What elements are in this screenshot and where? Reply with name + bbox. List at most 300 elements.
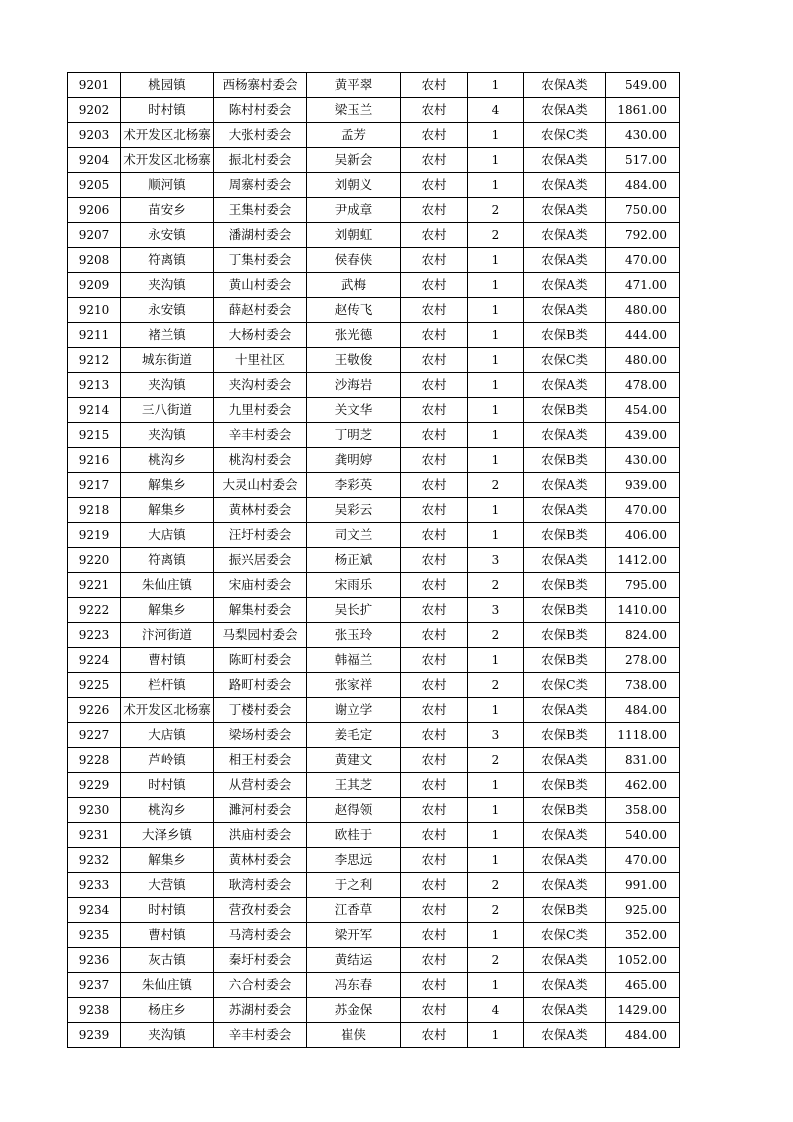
- record-id-cell: 9233: [68, 873, 121, 898]
- member-count-cell: 2: [468, 573, 524, 598]
- insurance-category-cell: 农保A类: [524, 423, 606, 448]
- amount-cell: 484.00: [606, 1023, 680, 1048]
- record-id-cell: 9223: [68, 623, 121, 648]
- town-cell: 灰古镇: [121, 948, 214, 973]
- household-type-cell: 农村: [401, 223, 468, 248]
- amount-cell: 358.00: [606, 798, 680, 823]
- town-cell: 桃沟乡: [121, 798, 214, 823]
- table-row: [68, 673, 680, 698]
- amount-cell: 1410.00: [606, 598, 680, 623]
- person-name-cell: 刘朝义: [307, 173, 401, 198]
- person-name-cell: 于之利: [307, 873, 401, 898]
- village-committee-cell: 苏湖村委会: [214, 998, 307, 1023]
- town-cell: 顺河镇: [121, 173, 214, 198]
- person-name-cell: 梁玉兰: [307, 98, 401, 123]
- household-type-cell: 农村: [401, 798, 468, 823]
- household-type-cell: 农村: [401, 898, 468, 923]
- person-name-cell: 张玉玲: [307, 623, 401, 648]
- member-count-cell: 2: [468, 948, 524, 973]
- household-type-cell: 农村: [401, 248, 468, 273]
- insurance-category-cell: 农保B类: [524, 323, 606, 348]
- village-committee-cell: 秦圩村委会: [214, 948, 307, 973]
- table-row: [68, 523, 680, 548]
- town-cell: 褚兰镇: [121, 323, 214, 348]
- village-committee-cell: 梁场村委会: [214, 723, 307, 748]
- household-type-cell: 农村: [401, 848, 468, 873]
- town-cell: 大泽乡镇: [121, 823, 214, 848]
- village-committee-cell: 从营村委会: [214, 773, 307, 798]
- member-count-cell: 1: [468, 823, 524, 848]
- record-id-cell: 9203: [68, 123, 121, 148]
- person-name-cell: 刘朝虹: [307, 223, 401, 248]
- village-committee-cell: 相王村委会: [214, 748, 307, 773]
- insurance-category-cell: 农保B类: [524, 448, 606, 473]
- town-cell: 城东街道: [121, 348, 214, 373]
- village-committee-cell: 陈村村委会: [214, 98, 307, 123]
- insurance-category-cell: 农保A类: [524, 148, 606, 173]
- town-cell: 曹村镇: [121, 923, 214, 948]
- record-id-cell: 9232: [68, 848, 121, 873]
- amount-cell: 406.00: [606, 523, 680, 548]
- household-type-cell: 农村: [401, 173, 468, 198]
- town-cell: 夹沟镇: [121, 423, 214, 448]
- insurance-category-cell: 农保A类: [524, 873, 606, 898]
- table-row: [68, 648, 680, 673]
- amount-cell: 991.00: [606, 873, 680, 898]
- record-id-cell: 9209: [68, 273, 121, 298]
- household-type-cell: 农村: [401, 498, 468, 523]
- household-type-cell: 农村: [401, 448, 468, 473]
- record-id-cell: 9207: [68, 223, 121, 248]
- member-count-cell: 2: [468, 198, 524, 223]
- record-id-cell: 9224: [68, 648, 121, 673]
- member-count-cell: 3: [468, 548, 524, 573]
- amount-cell: 484.00: [606, 698, 680, 723]
- village-committee-cell: 濉河村委会: [214, 798, 307, 823]
- person-name-cell: 张光德: [307, 323, 401, 348]
- person-name-cell: 黄建文: [307, 748, 401, 773]
- member-count-cell: 2: [468, 873, 524, 898]
- town-cell: 术开发区北杨寨: [121, 123, 214, 148]
- village-committee-cell: 丁楼村委会: [214, 698, 307, 723]
- insurance-category-cell: 农保A类: [524, 548, 606, 573]
- town-cell: 朱仙庄镇: [121, 573, 214, 598]
- village-committee-cell: 薛赵村委会: [214, 298, 307, 323]
- amount-cell: 470.00: [606, 248, 680, 273]
- record-id-cell: 9219: [68, 523, 121, 548]
- town-cell: 桃园镇: [121, 73, 214, 98]
- records-table: [67, 72, 680, 1048]
- record-id-cell: 9217: [68, 473, 121, 498]
- table-row: [68, 798, 680, 823]
- person-name-cell: 赵传飞: [307, 298, 401, 323]
- insurance-category-cell: 农保A类: [524, 248, 606, 273]
- table-row: [68, 448, 680, 473]
- village-committee-cell: 马梨园村委会: [214, 623, 307, 648]
- town-cell: 解集乡: [121, 498, 214, 523]
- amount-cell: 352.00: [606, 923, 680, 948]
- record-id-cell: 9213: [68, 373, 121, 398]
- household-type-cell: 农村: [401, 998, 468, 1023]
- village-committee-cell: 六合村委会: [214, 973, 307, 998]
- insurance-category-cell: 农保B类: [524, 898, 606, 923]
- village-committee-cell: 辛丰村委会: [214, 423, 307, 448]
- household-type-cell: 农村: [401, 723, 468, 748]
- table-row: [68, 498, 680, 523]
- household-type-cell: 农村: [401, 698, 468, 723]
- table-row: [68, 98, 680, 123]
- record-id-cell: 9229: [68, 773, 121, 798]
- person-name-cell: 谢立学: [307, 698, 401, 723]
- person-name-cell: 王其芝: [307, 773, 401, 798]
- household-type-cell: 农村: [401, 523, 468, 548]
- person-name-cell: 龚明婷: [307, 448, 401, 473]
- member-count-cell: 1: [468, 298, 524, 323]
- village-committee-cell: 黄山村委会: [214, 273, 307, 298]
- table-row: [68, 923, 680, 948]
- record-id-cell: 9216: [68, 448, 121, 473]
- village-committee-cell: 西杨寨村委会: [214, 73, 307, 98]
- member-count-cell: 1: [468, 373, 524, 398]
- record-id-cell: 9206: [68, 198, 121, 223]
- household-type-cell: 农村: [401, 473, 468, 498]
- town-cell: 朱仙庄镇: [121, 973, 214, 998]
- member-count-cell: 1: [468, 523, 524, 548]
- insurance-category-cell: 农保A类: [524, 298, 606, 323]
- record-id-cell: 9222: [68, 598, 121, 623]
- member-count-cell: 1: [468, 248, 524, 273]
- amount-cell: 750.00: [606, 198, 680, 223]
- household-type-cell: 农村: [401, 398, 468, 423]
- table-row: [68, 398, 680, 423]
- record-id-cell: 9231: [68, 823, 121, 848]
- amount-cell: 430.00: [606, 448, 680, 473]
- table-row: [68, 573, 680, 598]
- insurance-category-cell: 农保A类: [524, 223, 606, 248]
- household-type-cell: 农村: [401, 123, 468, 148]
- table-row: [68, 323, 680, 348]
- village-committee-cell: 黄林村委会: [214, 848, 307, 873]
- record-id-cell: 9228: [68, 748, 121, 773]
- insurance-category-cell: 农保A类: [524, 173, 606, 198]
- person-name-cell: 赵得领: [307, 798, 401, 823]
- village-committee-cell: 夹沟村委会: [214, 373, 307, 398]
- record-id-cell: 9239: [68, 1023, 121, 1048]
- town-cell: 术开发区北杨寨: [121, 148, 214, 173]
- amount-cell: 484.00: [606, 173, 680, 198]
- household-type-cell: 农村: [401, 198, 468, 223]
- amount-cell: 471.00: [606, 273, 680, 298]
- insurance-category-cell: 农保A类: [524, 998, 606, 1023]
- member-count-cell: 1: [468, 848, 524, 873]
- amount-cell: 462.00: [606, 773, 680, 798]
- household-type-cell: 农村: [401, 748, 468, 773]
- person-name-cell: 杨正斌: [307, 548, 401, 573]
- member-count-cell: 1: [468, 1023, 524, 1048]
- record-id-cell: 9237: [68, 973, 121, 998]
- insurance-category-cell: 农保B类: [524, 798, 606, 823]
- town-cell: 时村镇: [121, 98, 214, 123]
- amount-cell: 517.00: [606, 148, 680, 173]
- amount-cell: 925.00: [606, 898, 680, 923]
- town-cell: 曹村镇: [121, 648, 214, 673]
- member-count-cell: 1: [468, 173, 524, 198]
- table-row: [68, 848, 680, 873]
- insurance-category-cell: 农保B类: [524, 623, 606, 648]
- member-count-cell: 1: [468, 498, 524, 523]
- village-committee-cell: 大张村委会: [214, 123, 307, 148]
- table-row: [68, 748, 680, 773]
- person-name-cell: 江香草: [307, 898, 401, 923]
- table-row: [68, 248, 680, 273]
- person-name-cell: 李思远: [307, 848, 401, 873]
- record-id-cell: 9205: [68, 173, 121, 198]
- member-count-cell: 1: [468, 323, 524, 348]
- table-row: [68, 823, 680, 848]
- record-id-cell: 9215: [68, 423, 121, 448]
- town-cell: 杨庄乡: [121, 998, 214, 1023]
- insurance-category-cell: 农保B类: [524, 573, 606, 598]
- town-cell: 桃沟乡: [121, 448, 214, 473]
- town-cell: 符离镇: [121, 248, 214, 273]
- amount-cell: 1052.00: [606, 948, 680, 973]
- record-id-cell: 9220: [68, 548, 121, 573]
- record-id-cell: 9236: [68, 948, 121, 973]
- person-name-cell: 李彩英: [307, 473, 401, 498]
- insurance-category-cell: 农保B类: [524, 398, 606, 423]
- village-committee-cell: 丁集村委会: [214, 248, 307, 273]
- record-id-cell: 9227: [68, 723, 121, 748]
- village-committee-cell: 马湾村委会: [214, 923, 307, 948]
- person-name-cell: 司文兰: [307, 523, 401, 548]
- insurance-category-cell: 农保C类: [524, 123, 606, 148]
- insurance-category-cell: 农保A类: [524, 1023, 606, 1048]
- household-type-cell: 农村: [401, 823, 468, 848]
- member-count-cell: 1: [468, 698, 524, 723]
- amount-cell: 939.00: [606, 473, 680, 498]
- table-row: [68, 998, 680, 1023]
- member-count-cell: 1: [468, 448, 524, 473]
- insurance-category-cell: 农保A类: [524, 948, 606, 973]
- person-name-cell: 冯东春: [307, 973, 401, 998]
- insurance-category-cell: 农保A类: [524, 73, 606, 98]
- village-committee-cell: 解集村委会: [214, 598, 307, 623]
- person-name-cell: 吴长扩: [307, 598, 401, 623]
- amount-cell: 1429.00: [606, 998, 680, 1023]
- record-id-cell: 9218: [68, 498, 121, 523]
- person-name-cell: 欧桂于: [307, 823, 401, 848]
- household-type-cell: 农村: [401, 873, 468, 898]
- amount-cell: 795.00: [606, 573, 680, 598]
- amount-cell: 738.00: [606, 673, 680, 698]
- amount-cell: 478.00: [606, 373, 680, 398]
- member-count-cell: 1: [468, 423, 524, 448]
- insurance-category-cell: 农保A类: [524, 698, 606, 723]
- amount-cell: 465.00: [606, 973, 680, 998]
- record-id-cell: 9208: [68, 248, 121, 273]
- town-cell: 三八街道: [121, 398, 214, 423]
- record-id-cell: 9210: [68, 298, 121, 323]
- person-name-cell: 张家祥: [307, 673, 401, 698]
- insurance-category-cell: 农保C类: [524, 923, 606, 948]
- village-committee-cell: 振兴居委会: [214, 548, 307, 573]
- household-type-cell: 农村: [401, 148, 468, 173]
- member-count-cell: 1: [468, 123, 524, 148]
- table-row: [68, 148, 680, 173]
- town-cell: 时村镇: [121, 773, 214, 798]
- amount-cell: 470.00: [606, 848, 680, 873]
- record-id-cell: 9234: [68, 898, 121, 923]
- table-row: [68, 698, 680, 723]
- amount-cell: 470.00: [606, 498, 680, 523]
- member-count-cell: 1: [468, 398, 524, 423]
- insurance-category-cell: 农保A类: [524, 98, 606, 123]
- amount-cell: 439.00: [606, 423, 680, 448]
- amount-cell: 430.00: [606, 123, 680, 148]
- village-committee-cell: 营孜村委会: [214, 898, 307, 923]
- table-row: [68, 1023, 680, 1048]
- insurance-category-cell: 农保A类: [524, 823, 606, 848]
- member-count-cell: 1: [468, 798, 524, 823]
- town-cell: 永安镇: [121, 298, 214, 323]
- household-type-cell: 农村: [401, 98, 468, 123]
- amount-cell: 1118.00: [606, 723, 680, 748]
- village-committee-cell: 路町村委会: [214, 673, 307, 698]
- record-id-cell: 9226: [68, 698, 121, 723]
- member-count-cell: 1: [468, 923, 524, 948]
- village-committee-cell: 汪圩村委会: [214, 523, 307, 548]
- table-row: [68, 898, 680, 923]
- household-type-cell: 农村: [401, 548, 468, 573]
- village-committee-cell: 辛丰村委会: [214, 1023, 307, 1048]
- record-id-cell: 9235: [68, 923, 121, 948]
- insurance-category-cell: 农保B类: [524, 523, 606, 548]
- town-cell: 符离镇: [121, 548, 214, 573]
- amount-cell: 480.00: [606, 348, 680, 373]
- village-committee-cell: 十里社区: [214, 348, 307, 373]
- town-cell: 大店镇: [121, 723, 214, 748]
- table-row: [68, 773, 680, 798]
- table-row: [68, 623, 680, 648]
- village-committee-cell: 潘湖村委会: [214, 223, 307, 248]
- amount-cell: 278.00: [606, 648, 680, 673]
- household-type-cell: 农村: [401, 948, 468, 973]
- household-type-cell: 农村: [401, 423, 468, 448]
- member-count-cell: 2: [468, 473, 524, 498]
- amount-cell: 549.00: [606, 73, 680, 98]
- household-type-cell: 农村: [401, 598, 468, 623]
- town-cell: 解集乡: [121, 848, 214, 873]
- town-cell: 苗安乡: [121, 198, 214, 223]
- member-count-cell: 1: [468, 148, 524, 173]
- person-name-cell: 宋雨乐: [307, 573, 401, 598]
- person-name-cell: 崔侠: [307, 1023, 401, 1048]
- insurance-category-cell: 农保A类: [524, 473, 606, 498]
- record-id-cell: 9202: [68, 98, 121, 123]
- household-type-cell: 农村: [401, 323, 468, 348]
- amount-cell: 792.00: [606, 223, 680, 248]
- insurance-category-cell: 农保A类: [524, 848, 606, 873]
- member-count-cell: 3: [468, 598, 524, 623]
- record-id-cell: 9212: [68, 348, 121, 373]
- household-type-cell: 农村: [401, 348, 468, 373]
- village-committee-cell: 洪庙村委会: [214, 823, 307, 848]
- amount-cell: 1412.00: [606, 548, 680, 573]
- member-count-cell: 2: [468, 223, 524, 248]
- record-id-cell: 9230: [68, 798, 121, 823]
- person-name-cell: 关文华: [307, 398, 401, 423]
- member-count-cell: 2: [468, 748, 524, 773]
- village-committee-cell: 耿湾村委会: [214, 873, 307, 898]
- amount-cell: 540.00: [606, 823, 680, 848]
- household-type-cell: 农村: [401, 773, 468, 798]
- record-id-cell: 9225: [68, 673, 121, 698]
- insurance-category-cell: 农保B类: [524, 598, 606, 623]
- household-type-cell: 农村: [401, 573, 468, 598]
- village-committee-cell: 振北村委会: [214, 148, 307, 173]
- insurance-category-cell: 农保B类: [524, 648, 606, 673]
- table-row: [68, 298, 680, 323]
- person-name-cell: 梁开军: [307, 923, 401, 948]
- person-name-cell: 尹成章: [307, 198, 401, 223]
- village-committee-cell: 桃沟村委会: [214, 448, 307, 473]
- amount-cell: 831.00: [606, 748, 680, 773]
- person-name-cell: 王敬俊: [307, 348, 401, 373]
- town-cell: 栏杆镇: [121, 673, 214, 698]
- member-count-cell: 1: [468, 973, 524, 998]
- table-row: [68, 723, 680, 748]
- household-type-cell: 农村: [401, 648, 468, 673]
- record-id-cell: 9211: [68, 323, 121, 348]
- town-cell: 夹沟镇: [121, 273, 214, 298]
- member-count-cell: 2: [468, 623, 524, 648]
- person-name-cell: 黄结运: [307, 948, 401, 973]
- person-name-cell: 姜毛定: [307, 723, 401, 748]
- town-cell: 芦岭镇: [121, 748, 214, 773]
- town-cell: 解集乡: [121, 598, 214, 623]
- person-name-cell: 丁明芝: [307, 423, 401, 448]
- village-committee-cell: 陈町村委会: [214, 648, 307, 673]
- table-row: [68, 873, 680, 898]
- household-type-cell: 农村: [401, 973, 468, 998]
- village-committee-cell: 王集村委会: [214, 198, 307, 223]
- town-cell: 大店镇: [121, 523, 214, 548]
- table-row: [68, 123, 680, 148]
- insurance-category-cell: 农保A类: [524, 373, 606, 398]
- record-id-cell: 9238: [68, 998, 121, 1023]
- insurance-category-cell: 农保A类: [524, 973, 606, 998]
- member-count-cell: 4: [468, 98, 524, 123]
- insurance-category-cell: 农保A类: [524, 748, 606, 773]
- member-count-cell: 2: [468, 673, 524, 698]
- household-type-cell: 农村: [401, 923, 468, 948]
- table-row: [68, 173, 680, 198]
- insurance-category-cell: 农保C类: [524, 673, 606, 698]
- town-cell: 夹沟镇: [121, 373, 214, 398]
- table-row: [68, 973, 680, 998]
- town-cell: 夹沟镇: [121, 1023, 214, 1048]
- household-type-cell: 农村: [401, 373, 468, 398]
- village-committee-cell: 黄林村委会: [214, 498, 307, 523]
- table-row: [68, 348, 680, 373]
- record-id-cell: 9204: [68, 148, 121, 173]
- town-cell: 解集乡: [121, 473, 214, 498]
- household-type-cell: 农村: [401, 298, 468, 323]
- member-count-cell: 1: [468, 648, 524, 673]
- amount-cell: 1861.00: [606, 98, 680, 123]
- member-count-cell: 1: [468, 348, 524, 373]
- person-name-cell: 韩福兰: [307, 648, 401, 673]
